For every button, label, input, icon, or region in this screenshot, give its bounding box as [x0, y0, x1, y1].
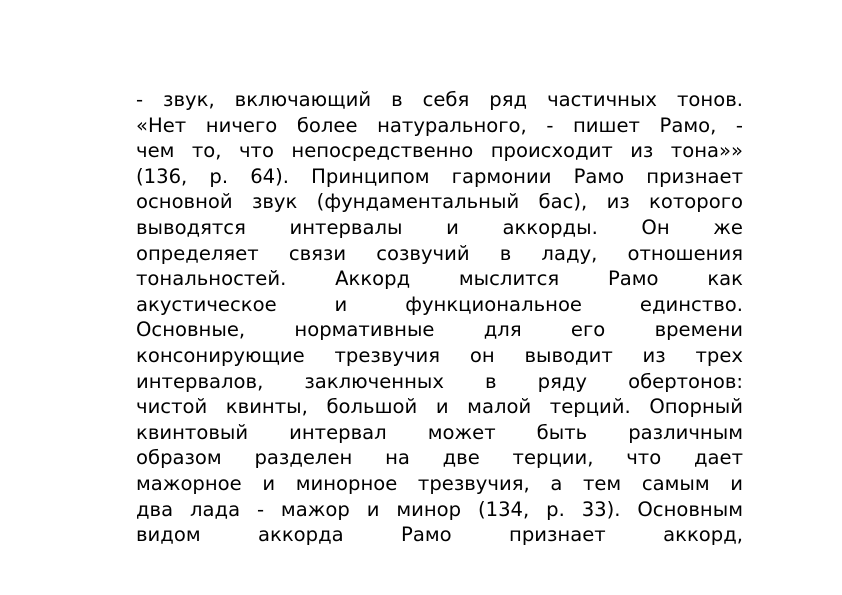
text-line: выводятся интервалы и аккорды. Он же — [136, 215, 743, 239]
text-line: (136, р. 64). Принципом гармонии Рамо признает — [136, 164, 743, 188]
text-line: мажорное и минорное трезвучия, а тем самым и — [136, 471, 743, 495]
text-line: - звук, включающий в себя ряд частичных тонов. — [136, 88, 743, 111]
text-line: тональностей. Аккорд мыслится Рамо как — [136, 267, 743, 291]
text-line: акустическое и функциональное единство. — [136, 292, 743, 316]
text-line: чистой квинты, большой и малой терций. Опорный — [136, 395, 743, 419]
text-line: интервалов, заключенных в ряду обертонов: — [136, 369, 743, 393]
text-line: основной звук (фундаментальный бас), из которого — [136, 190, 743, 214]
text-line: видом аккорда Рамо признает аккорд, — [136, 523, 743, 547]
text-line: два лада - мажор и минор (134, р. 33). Основным — [136, 497, 743, 521]
text-line: определяет связи созвучий в ладу, отношения — [136, 241, 743, 265]
text-line: «Нет ничего более натурального, - пишет Рамо, - — [136, 113, 743, 137]
text-line: чем то, что непосредственно происходит из тона»» — [136, 139, 743, 163]
text-line: Основные, нормативные для его времени — [136, 318, 743, 342]
text-line: консонирующие трезвучия он выводит из трех — [136, 343, 743, 367]
text-line: квинтовый интервал может быть различным — [136, 420, 743, 444]
text-line: образом разделен на две терции, что дает — [136, 446, 743, 470]
body-text — [136, 87, 743, 548]
